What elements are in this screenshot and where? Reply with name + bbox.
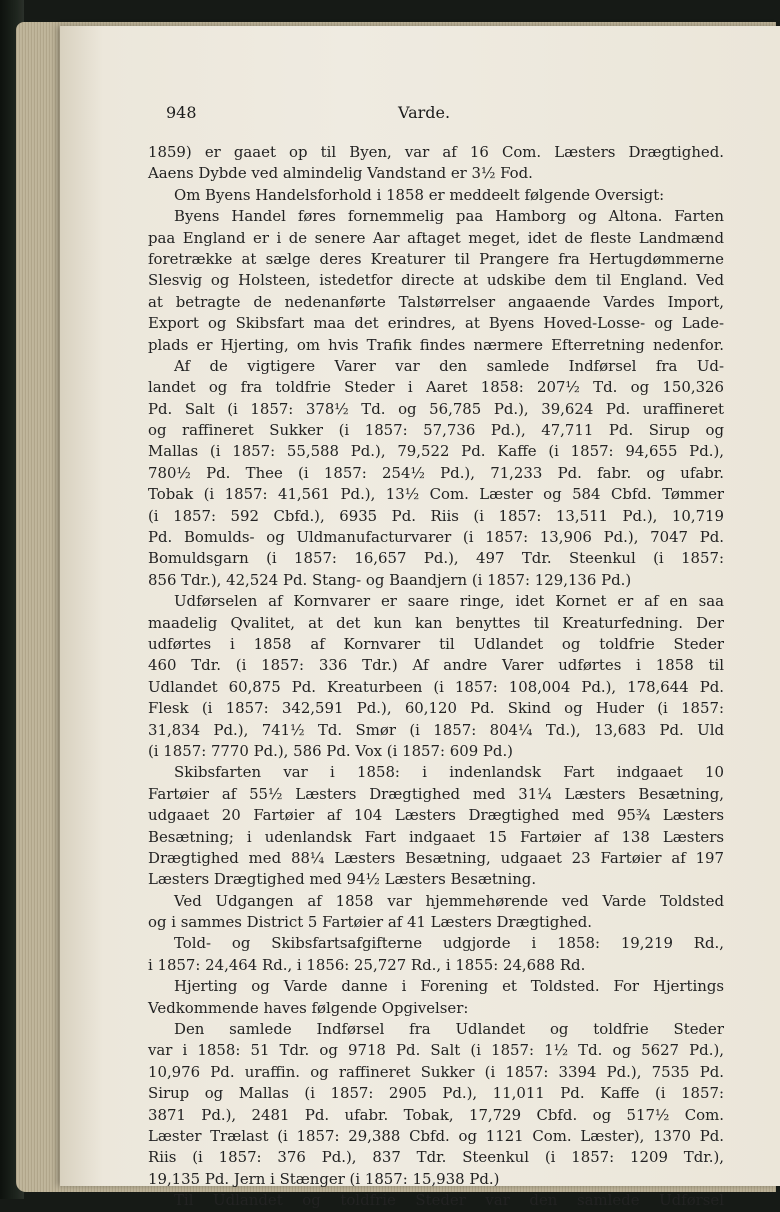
text-line: Af de vigtigere Varer var den samlede Indførsel fra Ud- (174, 356, 724, 375)
text-line: 10,976 Pd. uraffin. og raffineret Sukker (i 1857: 3394 Pd.), 7535 Pd. (148, 1062, 724, 1081)
text-line: Pd. Salt (i 1857: 378½ Td. og 56,785 Pd.), 39,624 Pd. uraffineret (148, 399, 724, 418)
page-header (166, 103, 726, 125)
text-line: Den samlede Indførsel fra Udlandet og toldfrie Steder (174, 1020, 724, 1039)
text-line: Ved Udgangen af 1858 var hjemmehørende ved Varde Toldsted (174, 891, 724, 910)
text-line: (i 1857: 7770 Pd.), 586 Pd. Vox (i 1857: 609 Pd.) (148, 741, 513, 760)
text-line: foretrække at sælge deres Kreaturer til Prangere fra Hertugdømmerne (148, 249, 724, 268)
text-line: 780½ Pd. Thee (i 1857: 254½ Pd.), 71,233 Pd. fabr. og ufabr. (148, 463, 724, 482)
text-line: Sirup og Mallas (i 1857: 2905 Pd.), 11,011 Pd. Kaffe (i 1857: (148, 1084, 724, 1103)
body-text (148, 142, 724, 1212)
text-line: Skibsfarten var i 1858: i indenlandsk Fart indgaaet 10 (174, 763, 724, 782)
text-line: 856 Tdr.), 42,524 Pd. Stang- og Baandjern (i 1857: 129,136 Pd.) (148, 570, 632, 589)
page-number: 948 (166, 103, 197, 122)
text-line: (i 1857: 592 Cbfd.), 6935 Pd. Riis (i 1857: 13,511 Pd.), 10,719 (148, 506, 724, 525)
text-line: og i sammes District 5 Fartøier af 41 Læsters Drægtighed. (148, 913, 592, 932)
text-line: i 1857: 24,464 Rd., i 1856: 25,727 Rd., i 1855: 24,688 Rd. (148, 955, 586, 974)
text-line: Læsters Drægtighed med 94½ Læsters Besætning. (148, 870, 537, 889)
text-line: at betragte de nedenanførte Talstørrelser angaaende Vardes Import, (148, 292, 724, 311)
text-line: Aaens Dybde ved almindelig Vandstand er 3½ Fod. (148, 164, 533, 183)
text-line: Udførselen af Kornvarer er saare ringe, idet Kornet er af en saa (174, 592, 724, 611)
text-line: og raffineret Sukker (i 1857: 57,736 Pd.), 47,711 Pd. Sirup og (148, 421, 724, 440)
text-line: Flesk (i 1857: 342,591 Pd.), 60,120 Pd. Skind og Huder (i 1857: (148, 699, 724, 718)
text-line: Bomuldsgarn (i 1857: 16,657 Pd.), 497 Tdr. Steenkul (i 1857: (148, 549, 724, 568)
text-line: Pd. Bomulds- og Uldmanufacturvarer (i 1857: 13,906 Pd.), 7047 Pd. (148, 528, 724, 547)
text-line: Besætning; i udenlandsk Fart indgaaet 15 Fartøier af 138 Læsters (148, 827, 724, 846)
text-line: plads er Hjerting, om hvis Trafik findes nærmere Efterretning nedenfor. (148, 335, 724, 354)
text-line: maadelig Qvalitet, at det kun kan benyttes til Kreaturfedning. Der (148, 613, 724, 632)
text-line: Udlandet 60,875 Pd. Kreaturbeen (i 1857: 108,004 Pd.), 178,644 Pd. (148, 677, 724, 696)
text-line: udgaaet 20 Fartøier af 104 Læsters Drægtighed med 95¾ Læsters (148, 806, 724, 825)
text-line: 19,135 Pd. Jern i Stænger (i 1857: 15,938 Pd.) (148, 1169, 500, 1188)
running-head: Varde. (398, 103, 451, 122)
text-line: Slesvig og Holsteen, istedetfor directe at udskibe dem til England. Ved (148, 271, 724, 290)
text-line: Byens Handel føres fornemmelig paa Hamborg og Altona. Farten (174, 207, 724, 226)
text-line: var i 1858: 51 Tdr. og 9718 Pd. Salt (i 1857: 1½ Td. og 5627 Pd.), (148, 1041, 724, 1060)
text-line: Riis (i 1857: 376 Pd.), 837 Tdr. Steenkul (i 1857: 1209 Tdr.), (148, 1148, 724, 1167)
text-line: Export og Skibsfart maa det erindres, at Byens Hoved-Losse- og Lade- (148, 314, 724, 333)
text-line: Læster Trælast (i 1857: 29,388 Cbfd. og 1121 Com. Læster), 1370 Pd. (148, 1126, 724, 1145)
text-line: Told- og Skibsfartsafgifterne udgjorde i 1858: 19,219 Rd., (174, 934, 724, 953)
text-line: 460 Tdr. (i 1857: 336 Tdr.) Af andre Varer udførtes i 1858 til (148, 656, 724, 675)
text-line: 1859) er gaaet op til Byen, var af 16 Com. Læsters Drægtighed. (148, 143, 724, 161)
text-line: Tobak (i 1857: 41,561 Pd.), 13½ Com. Læster og 584 Cbfd. Tømmer (148, 485, 724, 504)
text-line: Vedkommende haves følgende Opgivelser: (148, 998, 469, 1017)
text-line: landet og fra toldfrie Steder i Aaret 1858: 207½ Td. og 150,326 (148, 378, 724, 397)
text-line: Drægtighed med 88¼ Læsters Besætning, udgaaet 23 Fartøier af 197 (148, 848, 724, 867)
text-line: paa England er i de senere Aar aftaget meget, idet de fleste Landmænd (148, 228, 724, 247)
text-line: 31,834 Pd.), 741½ Td. Smør (i 1857: 804¼ Td.), 13,683 Pd. Uld (148, 720, 724, 739)
text-line: Om Byens Handelsforhold i 1858 er meddeelt følgende Oversigt: (174, 185, 665, 204)
text-line: udførtes i 1858 af Kornvarer til Udlandet og toldfrie Steder (148, 634, 724, 653)
text-line: Fartøier af 55½ Læsters Drægtighed med 31¼ Læsters Besætning, (148, 784, 724, 803)
text-line: 3871 Pd.), 2481 Pd. ufabr. Tobak, 17,729 Cbfd. og 517½ Com. (148, 1105, 724, 1124)
text-line: Til Udlandet og toldfrie Steder var den samlede Udførsel (174, 1191, 724, 1210)
text-line: Hjerting og Varde danne i Forening et Toldsted. For Hjertings (174, 977, 724, 996)
text-line: Mallas (i 1857: 55,588 Pd.), 79,522 Pd. Kaffe (i 1857: 94,655 Pd.), (148, 442, 724, 461)
